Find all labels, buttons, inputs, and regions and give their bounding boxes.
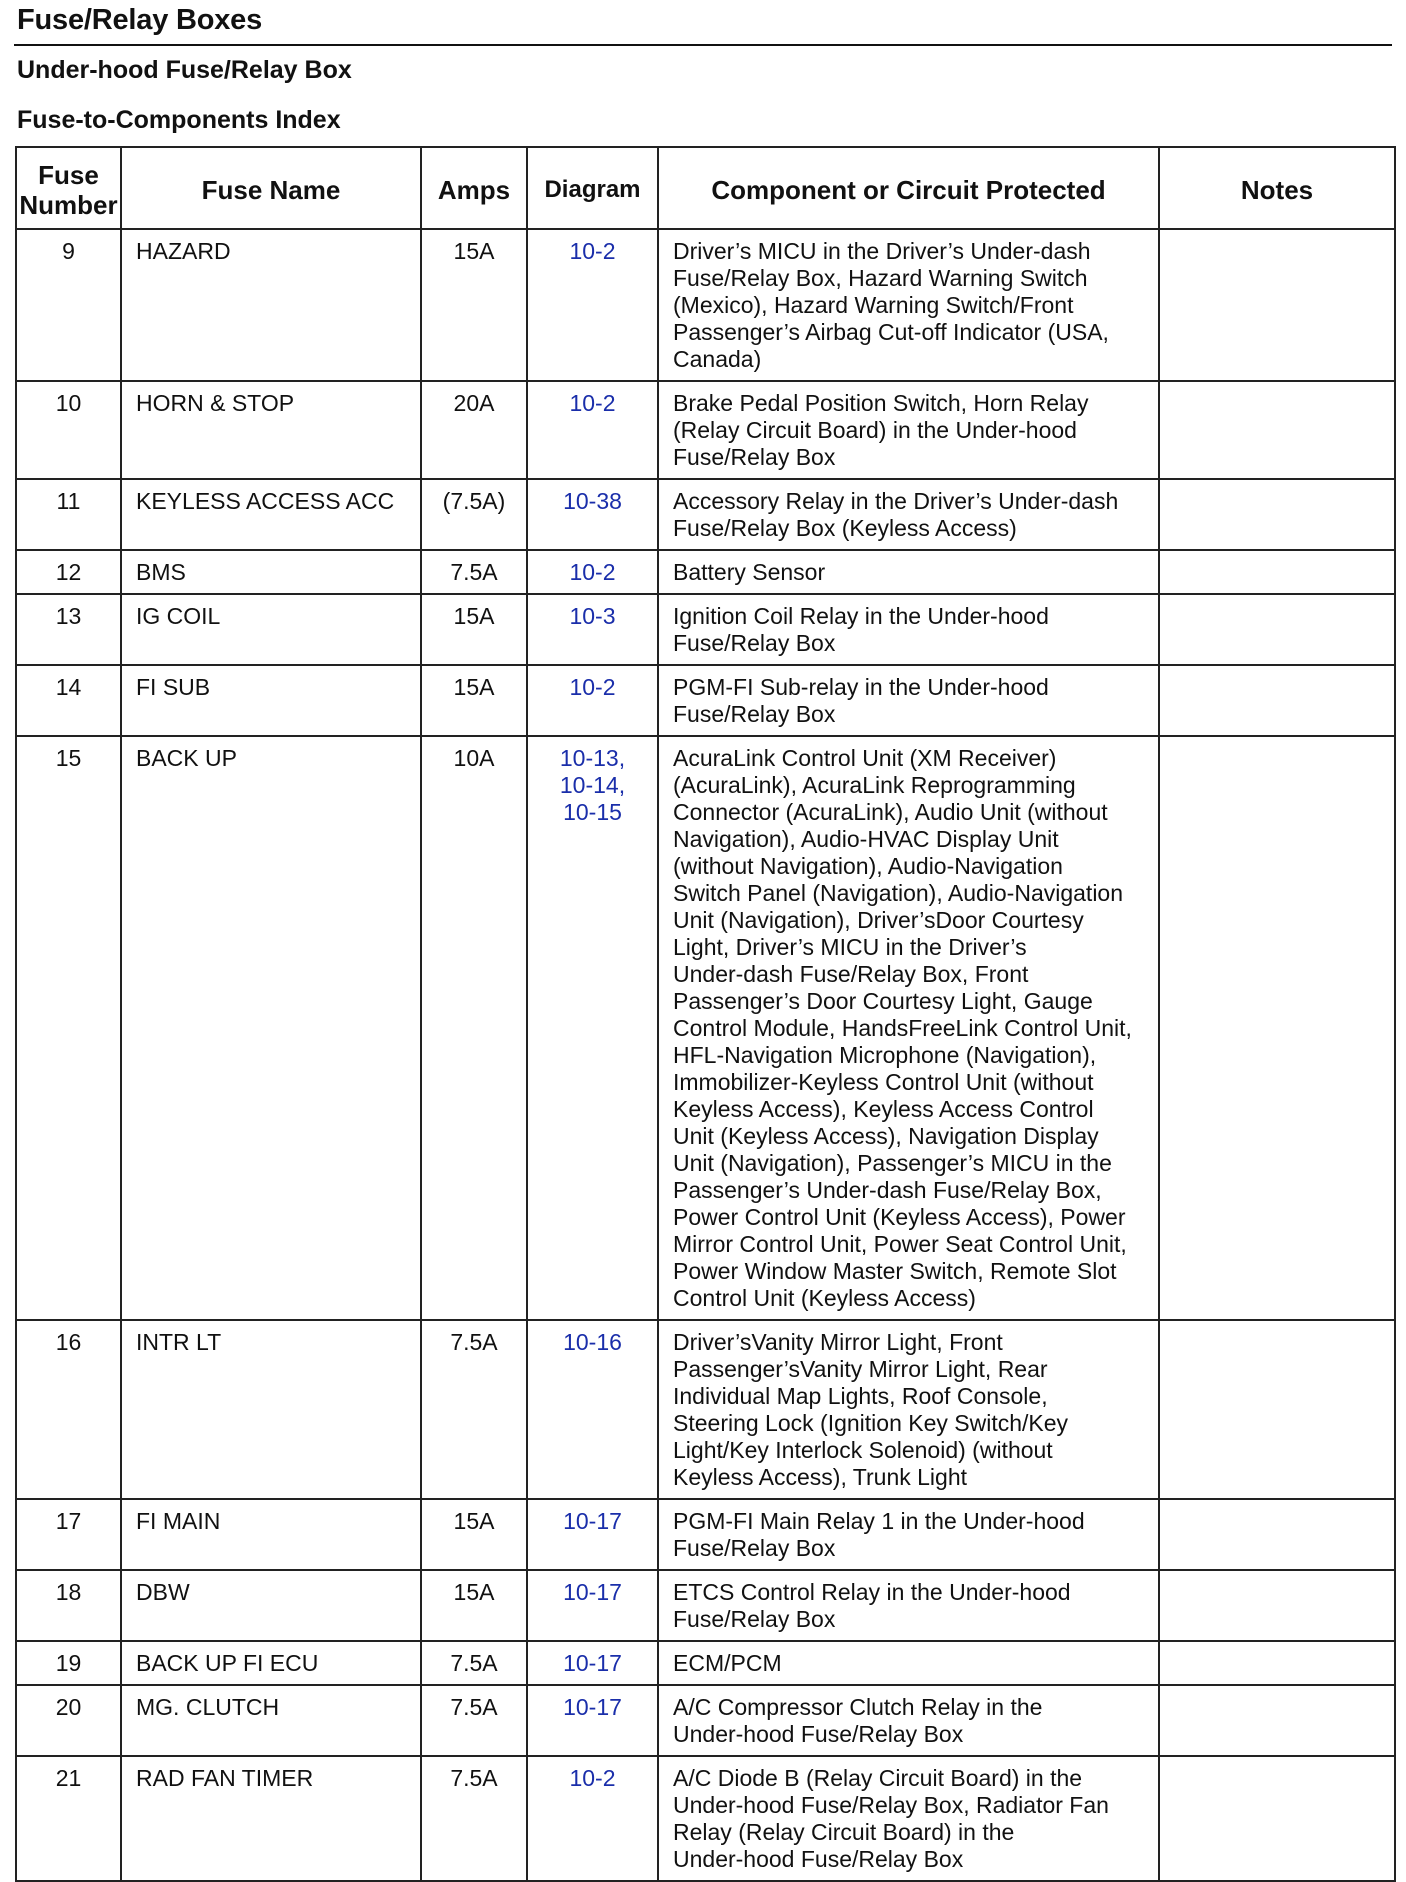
fuse-number-cell: 9 <box>16 229 121 381</box>
component-cell <box>658 736 1159 1320</box>
component-text-line: Light, Driver’s MICU in the Driver’s <box>673 934 1027 960</box>
table-row <box>16 1570 1395 1641</box>
component-text-line: Driver’sVanity Mirror Light, Front <box>673 1329 1003 1355</box>
component-text-line: Battery Sensor <box>673 559 826 585</box>
component-text-line: Passenger’s Under-dash Fuse/Relay Box, <box>673 1177 1102 1203</box>
notes-cell <box>1159 1756 1395 1881</box>
component-text-line: Relay (Relay Circuit Board) in the <box>673 1819 1015 1845</box>
diagram-cell <box>527 736 658 1320</box>
fuse-name-cell: RAD FAN TIMER <box>121 1756 421 1881</box>
component-text-line: Unit (Navigation), Driver’sDoor Courtesy <box>673 907 1084 933</box>
diagram-link[interactable]: 10-2 <box>569 238 616 264</box>
component-text-line: AcuraLink Control Unit (XM Receiver) <box>673 745 1057 771</box>
table-body <box>16 229 1395 1881</box>
amps-cell: 7.5A <box>421 1641 527 1685</box>
fuse-name-cell: BACK UP <box>121 736 421 1320</box>
component-text-line: Fuse/Relay Box, Hazard Warning Switch <box>673 265 1088 291</box>
fuse-number-cell: 20 <box>16 1685 121 1756</box>
table-header <box>16 147 1395 229</box>
notes-cell <box>1159 229 1395 381</box>
header-fuse-number <box>16 147 121 229</box>
amps-cell: (7.5A) <box>421 479 527 550</box>
diagram-link[interactable]: 10-2 <box>569 674 616 700</box>
table-row <box>16 550 1395 594</box>
component-text-line: Fuse/Relay Box <box>673 701 836 727</box>
component-cell <box>658 1685 1159 1756</box>
notes-cell <box>1159 1320 1395 1499</box>
amps-cell: 15A <box>421 1570 527 1641</box>
fuse-name-cell: FI MAIN <box>121 1499 421 1570</box>
component-cell <box>658 550 1159 594</box>
fuse-number-cell: 15 <box>16 736 121 1320</box>
fuse-number-cell: 12 <box>16 550 121 594</box>
table-row <box>16 594 1395 665</box>
notes-cell <box>1159 381 1395 479</box>
diagram-cell <box>527 381 658 479</box>
diagram-link[interactable]: 10-17 <box>563 1650 622 1676</box>
component-cell <box>658 665 1159 736</box>
component-text-line: Steering Lock (Ignition Key Switch/Key <box>673 1410 1069 1436</box>
header-row <box>16 147 1395 229</box>
diagram-link[interactable]: 10-13, <box>559 745 626 771</box>
fuse-number-cell: 19 <box>16 1641 121 1685</box>
diagram-link[interactable]: 10-15 <box>563 799 622 825</box>
amps-cell: 15A <box>421 229 527 381</box>
component-text-line: Under-hood Fuse/Relay Box <box>673 1846 964 1872</box>
diagram-link[interactable]: 10-2 <box>569 559 616 585</box>
notes-cell <box>1159 550 1395 594</box>
component-cell <box>658 594 1159 665</box>
table-row <box>16 736 1395 1320</box>
table-row <box>16 1756 1395 1881</box>
amps-cell: 10A <box>421 736 527 1320</box>
component-text-line: Under-dash Fuse/Relay Box, Front <box>673 961 1029 987</box>
fuse-name-cell: BACK UP FI ECU <box>121 1641 421 1685</box>
amps-cell: 15A <box>421 1499 527 1570</box>
component-text-line: Connector (AcuraLink), Audio Unit (without <box>673 799 1108 825</box>
component-text-line: Passenger’s Airbag Cut-off Indicator (USA, <box>673 319 1109 345</box>
amps-cell: 7.5A <box>421 550 527 594</box>
component-cell <box>658 1320 1159 1499</box>
diagram-cell <box>527 665 658 736</box>
component-text-line: (without Navigation), Audio-Navigation <box>673 853 1063 879</box>
component-cell <box>658 1570 1159 1641</box>
diagram-link[interactable]: 10-3 <box>569 603 616 629</box>
component-text-line: Fuse/Relay Box <box>673 630 836 656</box>
component-text-line: A/C Diode B (Relay Circuit Board) in the <box>673 1765 1083 1791</box>
diagram-cell <box>527 1756 658 1881</box>
table-row <box>16 665 1395 736</box>
diagram-link[interactable]: 10-14, <box>559 772 626 798</box>
component-text-line: Canada) <box>673 346 762 372</box>
diagram-link[interactable]: 10-2 <box>569 1765 616 1791</box>
amps-cell: 15A <box>421 594 527 665</box>
component-text-line: Fuse/Relay Box <box>673 444 836 470</box>
fuse-name-cell: KEYLESS ACCESS ACC <box>121 479 421 550</box>
fuse-name-cell: DBW <box>121 1570 421 1641</box>
table-row <box>16 1685 1395 1756</box>
notes-cell <box>1159 1570 1395 1641</box>
component-text-line: (AcuraLink), AcuraLink Reprogramming <box>673 772 1076 798</box>
amps-cell: 7.5A <box>421 1756 527 1881</box>
amps-cell: 20A <box>421 381 527 479</box>
notes-cell <box>1159 1685 1395 1756</box>
component-cell <box>658 1499 1159 1570</box>
subsection-title: Fuse-to-Components Index <box>17 106 341 134</box>
component-text-line: Driver’s MICU in the Driver’s Under-dash <box>673 238 1091 264</box>
header-amps: Amps <box>421 147 527 229</box>
diagram-cell <box>527 479 658 550</box>
component-text-line: PGM-FI Main Relay 1 in the Under-hood <box>673 1508 1085 1534</box>
diagram-link[interactable]: 10-2 <box>569 390 616 416</box>
fuse-number-cell: 14 <box>16 665 121 736</box>
section-title: Under-hood Fuse/Relay Box <box>17 56 352 84</box>
header-fuse-number-line2: Number <box>19 190 118 220</box>
table-row <box>16 1320 1395 1499</box>
diagram-cell <box>527 1320 658 1499</box>
component-text-line: Power Window Master Switch, Remote Slot <box>673 1258 1117 1284</box>
component-text-line: Passenger’sVanity Mirror Light, Rear <box>673 1356 1048 1382</box>
component-text-line: ETCS Control Relay in the Under-hood <box>673 1579 1071 1605</box>
diagram-cell <box>527 229 658 381</box>
diagram-cell <box>527 550 658 594</box>
component-text-line: Unit (Navigation), Passenger’s MICU in the <box>673 1150 1112 1176</box>
diagram-link[interactable]: 10-16 <box>563 1329 622 1355</box>
diagram-cell <box>527 1499 658 1570</box>
component-text-line: Control Module, HandsFreeLink Control Unit, <box>673 1015 1132 1041</box>
header-fuse-name: Fuse Name <box>121 147 421 229</box>
header-component: Component or Circuit Protected <box>658 147 1159 229</box>
diagram-link[interactable]: 10-17 <box>563 1579 622 1605</box>
component-text-line: Brake Pedal Position Switch, Horn Relay <box>673 390 1089 416</box>
diagram-link[interactable]: 10-38 <box>563 488 622 514</box>
component-text-line: Navigation), Audio-HVAC Display Unit <box>673 826 1059 852</box>
component-text-line: Individual Map Lights, Roof Console, <box>673 1383 1048 1409</box>
component-text-line: Fuse/Relay Box (Keyless Access) <box>673 515 1017 541</box>
component-text-line: A/C Compressor Clutch Relay in the <box>673 1694 1043 1720</box>
diagram-link[interactable]: 10-17 <box>563 1508 622 1534</box>
fuse-number-cell: 13 <box>16 594 121 665</box>
fuse-name-cell: BMS <box>121 550 421 594</box>
notes-cell <box>1159 1641 1395 1685</box>
diagram-cell <box>527 1685 658 1756</box>
component-text-line: Fuse/Relay Box <box>673 1535 836 1561</box>
fuse-number-cell: 11 <box>16 479 121 550</box>
amps-cell: 7.5A <box>421 1320 527 1499</box>
header-notes: Notes <box>1159 147 1395 229</box>
fuse-number-cell: 16 <box>16 1320 121 1499</box>
page-title: Fuse/Relay Boxes <box>17 4 263 36</box>
diagram-link[interactable]: 10-17 <box>563 1694 622 1720</box>
component-text-line: Keyless Access), Keyless Access Control <box>673 1096 1094 1122</box>
diagram-cell <box>527 594 658 665</box>
notes-cell <box>1159 1499 1395 1570</box>
component-text-line: PGM-FI Sub-relay in the Under-hood <box>673 674 1049 700</box>
component-cell <box>658 229 1159 381</box>
table-row <box>16 1641 1395 1685</box>
component-text-line: Ignition Coil Relay in the Under-hood <box>673 603 1049 629</box>
fuse-name-cell: MG. CLUTCH <box>121 1685 421 1756</box>
component-text-line: Under-hood Fuse/Relay Box <box>673 1721 964 1747</box>
component-text-line: Power Control Unit (Keyless Access), Power <box>673 1204 1126 1230</box>
component-text-line: Light/Key Interlock Solenoid) (without <box>673 1437 1053 1463</box>
component-cell <box>658 1756 1159 1881</box>
table-row <box>16 1499 1395 1570</box>
component-text-line: Under-hood Fuse/Relay Box, Radiator Fan <box>673 1792 1109 1818</box>
notes-cell <box>1159 665 1395 736</box>
fuse-name-cell: FI SUB <box>121 665 421 736</box>
component-text-line: (Relay Circuit Board) in the Under-hood <box>673 417 1077 443</box>
fuse-number-cell: 21 <box>16 1756 121 1881</box>
fuse-name-cell: IG COIL <box>121 594 421 665</box>
table-row <box>16 381 1395 479</box>
amps-cell: 7.5A <box>421 1685 527 1756</box>
header-diagram: Diagram <box>527 147 658 229</box>
component-text-line: Unit (Keyless Access), Navigation Display <box>673 1123 1099 1149</box>
component-cell <box>658 381 1159 479</box>
component-text-line: Passenger’s Door Courtesy Light, Gauge <box>673 988 1093 1014</box>
fuse-number-cell: 17 <box>16 1499 121 1570</box>
component-text-line: HFL-Navigation Microphone (Navigation), <box>673 1042 1097 1068</box>
fuse-number-cell: 18 <box>16 1570 121 1641</box>
notes-cell <box>1159 594 1395 665</box>
notes-cell <box>1159 736 1395 1320</box>
amps-cell: 15A <box>421 665 527 736</box>
component-text-line: Accessory Relay in the Driver’s Under-dash <box>673 488 1119 514</box>
component-text-line: Immobilizer-Keyless Control Unit (without <box>673 1069 1094 1095</box>
header-fuse-number-line1: Fuse <box>38 160 99 190</box>
table-row <box>16 479 1395 550</box>
component-text-line: Mirror Control Unit, Power Seat Control Unit, <box>673 1231 1127 1257</box>
component-text-line: Switch Panel (Navigation), Audio-Navigation <box>673 880 1124 906</box>
component-cell <box>658 479 1159 550</box>
component-cell <box>658 1641 1159 1685</box>
component-text-line: ECM/PCM <box>673 1650 782 1676</box>
fuse-name-cell: INTR LT <box>121 1320 421 1499</box>
fuse-components-table <box>15 146 1396 1882</box>
table-row <box>16 229 1395 381</box>
diagram-cell <box>527 1641 658 1685</box>
notes-cell <box>1159 479 1395 550</box>
component-text-line: Control Unit (Keyless Access) <box>673 1285 976 1311</box>
diagram-cell <box>527 1570 658 1641</box>
fuse-name-cell: HAZARD <box>121 229 421 381</box>
title-divider <box>14 44 1392 46</box>
component-text-line: (Mexico), Hazard Warning Switch/Front <box>673 292 1074 318</box>
component-text-line: Keyless Access), Trunk Light <box>673 1464 968 1490</box>
fuse-name-cell: HORN & STOP <box>121 381 421 479</box>
fuse-number-cell: 10 <box>16 381 121 479</box>
component-text-line: Fuse/Relay Box <box>673 1606 836 1632</box>
